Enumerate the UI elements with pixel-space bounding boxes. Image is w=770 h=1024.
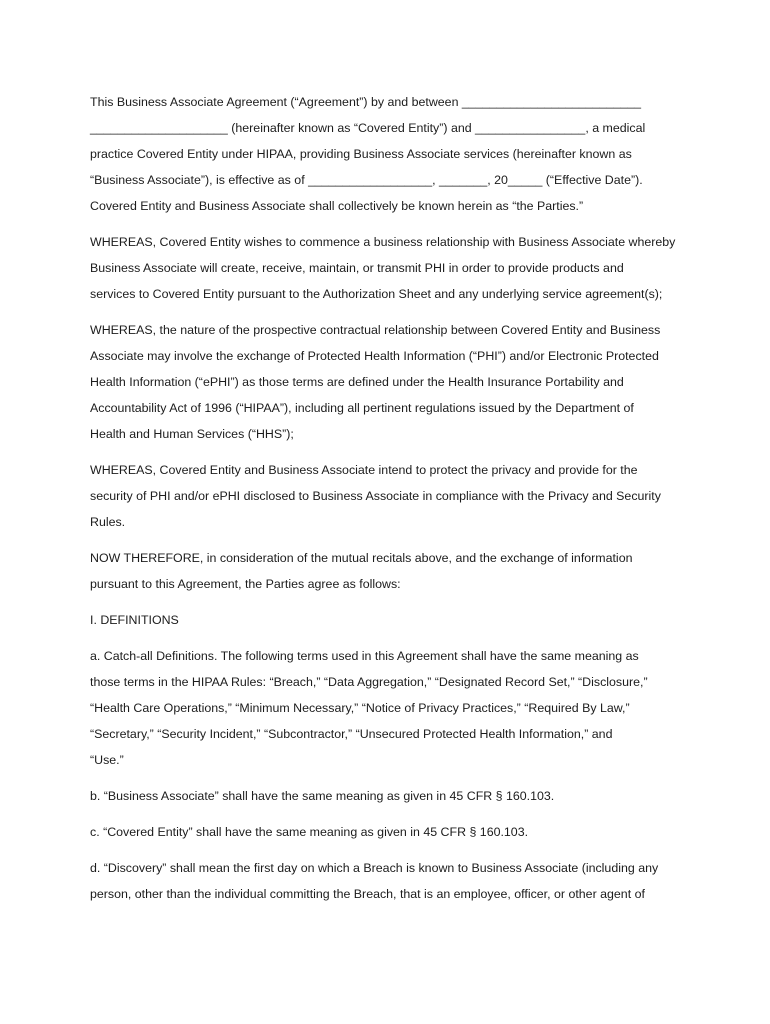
text-line: Health Information (“ePHI”) as those terms are defined under the Health Insurance Portability and — [90, 375, 624, 389]
text-line: d. “Discovery” shall mean the first day on which a Breach is known to Business Associate (including any — [90, 861, 659, 875]
text-line: Business Associate will create, receive, maintain, or transmit PHI in order to provide products and — [90, 261, 624, 275]
text-line: security of PHI and/or ePHI disclosed to Business Associate in compliance with the Privacy and Security — [90, 489, 661, 503]
definition-d — [90, 855, 682, 907]
definition-a — [90, 643, 682, 773]
definition-b — [90, 783, 682, 809]
now-therefore-paragraph — [90, 545, 682, 597]
whereas-paragraph-2 — [90, 317, 682, 447]
text-line: “Health Care Operations,” “Minimum Necessary,” “Notice of Privacy Practices,” “Required By Law,” — [90, 701, 630, 715]
text-line: Accountability Act of 1996 (“HIPAA”), including all pertinent regulations issued by the Department of — [90, 401, 634, 415]
text-line: a. Catch-all Definitions. The following terms used in this Agreement shall have the same meaning as — [90, 649, 639, 663]
text-line: Health and Human Services (“HHS”); — [90, 427, 294, 441]
text-line: “Use.” — [90, 753, 124, 767]
text-line: “Business Associate”), is effective as of __________________, _______, 20_____ (“Effective Date”). — [90, 173, 643, 187]
text-line: c. “Covered Entity” shall have the same meaning as given in 45 CFR § 160.103. — [90, 825, 529, 839]
section-heading-definitions — [90, 607, 682, 633]
text-line: Covered Entity and Business Associate shall collectively be known herein as “the Parties.” — [90, 199, 584, 213]
text-line: those terms in the HIPAA Rules: “Breach,” “Data Aggregation,” “Designated Record Set,” “Disclosure,” — [90, 675, 648, 689]
text-line: WHEREAS, the nature of the prospective contractual relationship between Covered Entity and Business — [90, 323, 661, 337]
text-line: “Secretary,” “Security Incident,” “Subcontractor,” “Unsecured Protected Health Information,” and — [90, 727, 613, 741]
text-line: WHEREAS, Covered Entity wishes to commence a business relationship with Business Associate whereby — [90, 235, 676, 249]
text-line: NOW THEREFORE, in consideration of the mutual recitals above, and the exchange of information — [90, 551, 633, 565]
text-line: practice Covered Entity under HIPAA, providing Business Associate services (hereinafter known as — [90, 147, 632, 161]
text-line: services to Covered Entity pursuant to the Authorization Sheet and any underlying service agreement(s); — [90, 287, 663, 301]
intro-paragraph — [90, 89, 682, 219]
whereas-paragraph-3 — [90, 457, 682, 535]
text-line: pursuant to this Agreement, the Parties agree as follows: — [90, 577, 401, 591]
text-line: WHEREAS, Covered Entity and Business Associate intend to protect the privacy and provide for the — [90, 463, 638, 477]
text-line: This Business Associate Agreement (“Agreement”) by and between __________________________ — [90, 95, 642, 109]
definition-c — [90, 819, 682, 845]
section-heading: I. DEFINITIONS — [90, 613, 179, 627]
text-line: Associate may involve the exchange of Protected Health Information (“PHI”) and/or Electronic Protected — [90, 349, 659, 363]
text-line: b. “Business Associate” shall have the same meaning as given in 45 CFR § 160.103. — [90, 789, 555, 803]
text-line: ____________________ (hereinafter known as “Covered Entity”) and ________________, a medical — [90, 121, 646, 135]
text-line: person, other than the individual committing the Breach, that is an employee, officer, or other agent of — [90, 887, 645, 901]
whereas-paragraph-1 — [90, 229, 682, 307]
text-line: Rules. — [90, 515, 126, 529]
document-body — [90, 89, 682, 917]
